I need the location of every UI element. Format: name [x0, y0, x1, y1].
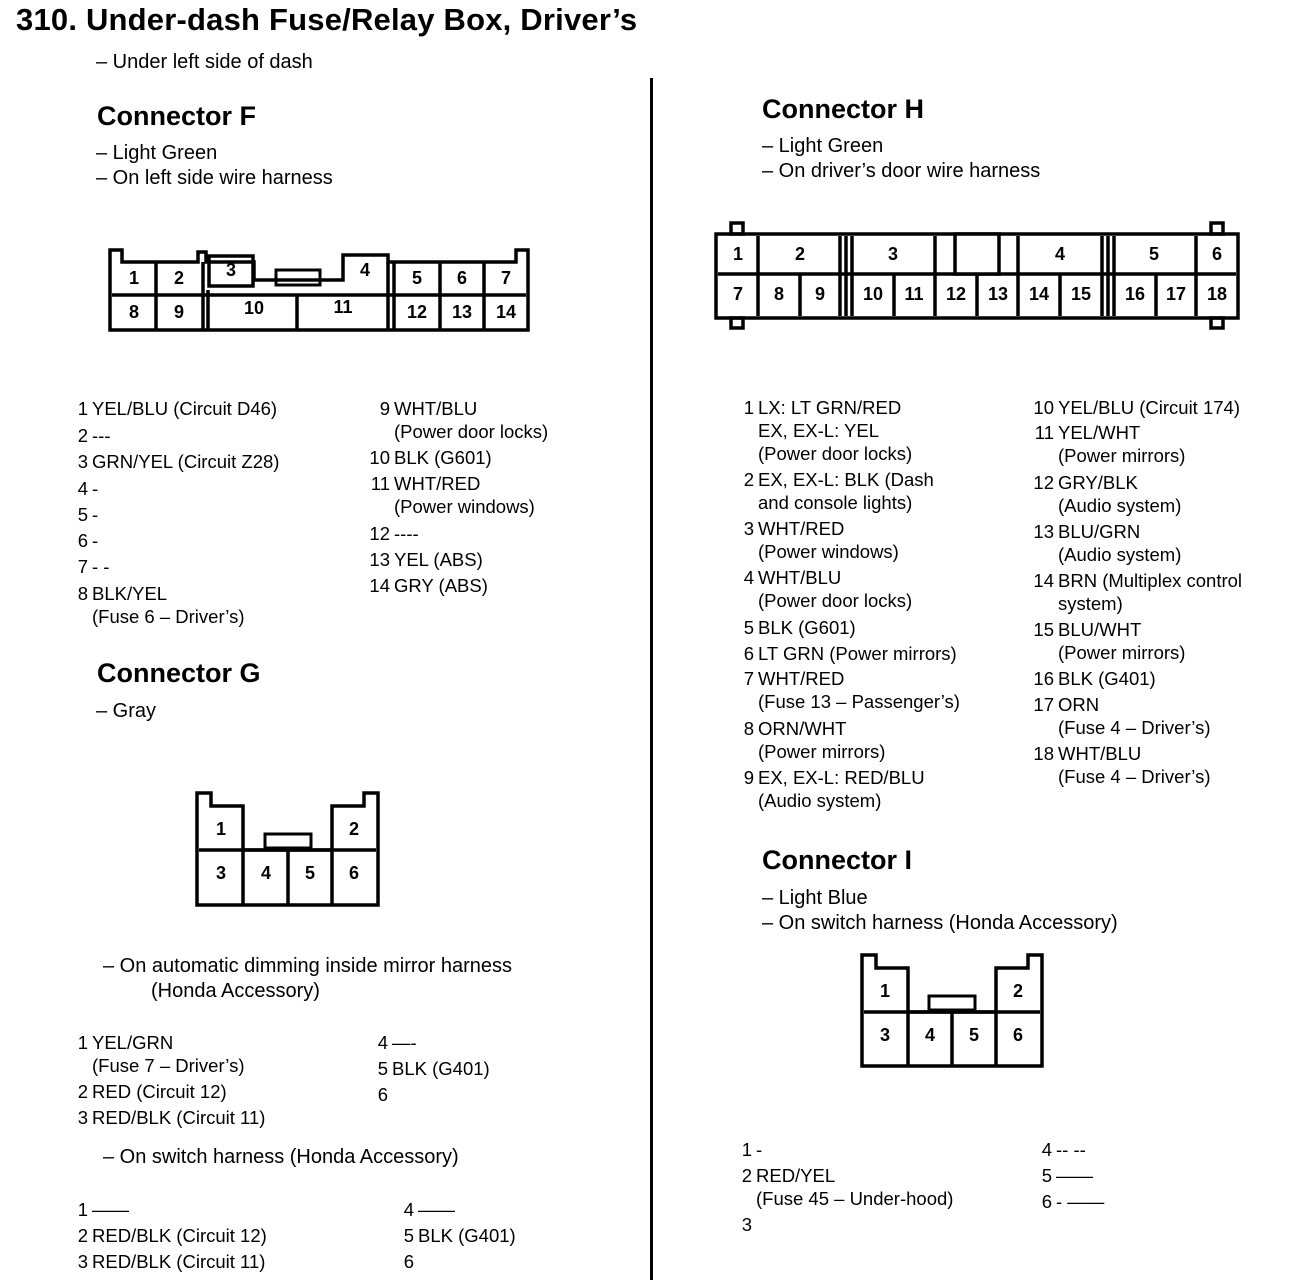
page-title: 310. Under-dash Fuse/Relay Box, Driver’s	[16, 2, 638, 37]
connector-h-pin-16: 16	[1124, 284, 1146, 304]
location-note: – Under left side of dash	[96, 51, 313, 73]
connector-g-pin-4: 4	[260, 863, 272, 883]
connector-f-pin-8: 8	[128, 302, 140, 322]
connector-g-title: Connector G	[97, 658, 261, 688]
connector-f-pin-12: 12	[406, 302, 428, 322]
connector-h-pin-9: 9	[814, 284, 826, 304]
connector-h-pin-3: 3	[887, 244, 899, 264]
connector-f-pin-11: 11	[333, 297, 353, 317]
connector-h-color: – Light Green	[762, 135, 884, 157]
connector-f-pin-2: 2	[173, 268, 185, 288]
connector-i-title: Connector I	[762, 845, 913, 875]
connector-g-pin-3: 3	[215, 863, 227, 883]
connector-i-pin-3: 3	[879, 1025, 891, 1045]
connector-f-title: Connector F	[97, 101, 256, 131]
connector-f-pin-4: 4	[359, 260, 371, 280]
connector-f-location: – On left side wire harness	[96, 167, 333, 189]
connector-g-pin-1: 1	[215, 819, 227, 839]
connector-f-pin-13: 13	[451, 302, 473, 322]
connector-h-pin-2: 2	[794, 244, 806, 264]
connector-h-pin-4: 4	[1054, 244, 1066, 264]
connector-i-pin-2: 2	[1012, 981, 1024, 1001]
connector-i-pin-5: 5	[968, 1025, 980, 1045]
connector-f-pin-5: 5	[411, 268, 423, 288]
connector-f-color: – Light Green	[96, 142, 218, 164]
connector-i-pin-6: 6	[1012, 1025, 1024, 1045]
connector-h-pin-5: 5	[1148, 244, 1160, 264]
connector-h-pin-8: 8	[773, 284, 785, 304]
connector-f-pin-1: 1	[128, 268, 140, 288]
connector-h-pin-18: 18	[1206, 284, 1228, 304]
connector-f-pin-6: 6	[456, 268, 468, 288]
connector-h-pin-15: 15	[1070, 284, 1092, 304]
connector-f-pin-14: 14	[495, 302, 517, 322]
connector-h-pin-17: 17	[1165, 284, 1187, 304]
connector-h-location: – On driver’s door wire harness	[762, 160, 1041, 182]
connector-f-pin-7: 7	[500, 268, 512, 288]
connector-g-harness-a-note-2: (Honda Accessory)	[151, 980, 320, 1002]
connector-g-harness-b-note: – On switch harness (Honda Accessory)	[103, 1146, 459, 1168]
connector-g-harness-a-note: – On automatic dimming inside mirror harness	[103, 955, 513, 977]
connector-i-color: – Light Blue	[762, 887, 868, 909]
connector-h-pin-12: 12	[945, 284, 967, 304]
connector-h-pin-14: 14	[1028, 284, 1050, 304]
connector-g-color: – Gray	[96, 700, 157, 722]
connector-g-pin-2: 2	[348, 819, 360, 839]
connector-h-title: Connector H	[762, 94, 924, 124]
connector-i-location: – On switch harness (Honda Accessory)	[762, 912, 1118, 934]
connector-i-pin-4: 4	[924, 1025, 936, 1045]
connector-h-pin-1: 1	[732, 244, 744, 264]
connector-h-pin-7: 7	[732, 284, 744, 304]
connector-h-pin-6: 6	[1211, 244, 1223, 264]
connector-g-pin-6: 6	[348, 863, 360, 883]
connector-h-pin-10: 10	[862, 284, 884, 304]
connector-f-pin-10: 10	[243, 298, 265, 318]
connector-f-pin-9: 9	[173, 302, 185, 322]
connector-f-pin-3: 3	[225, 260, 237, 280]
connector-h-pin-11: 11	[904, 284, 924, 304]
connector-i-pin-1: 1	[879, 981, 891, 1001]
connector-h-pin-13: 13	[987, 284, 1009, 304]
connector-g-pin-5: 5	[304, 863, 316, 883]
